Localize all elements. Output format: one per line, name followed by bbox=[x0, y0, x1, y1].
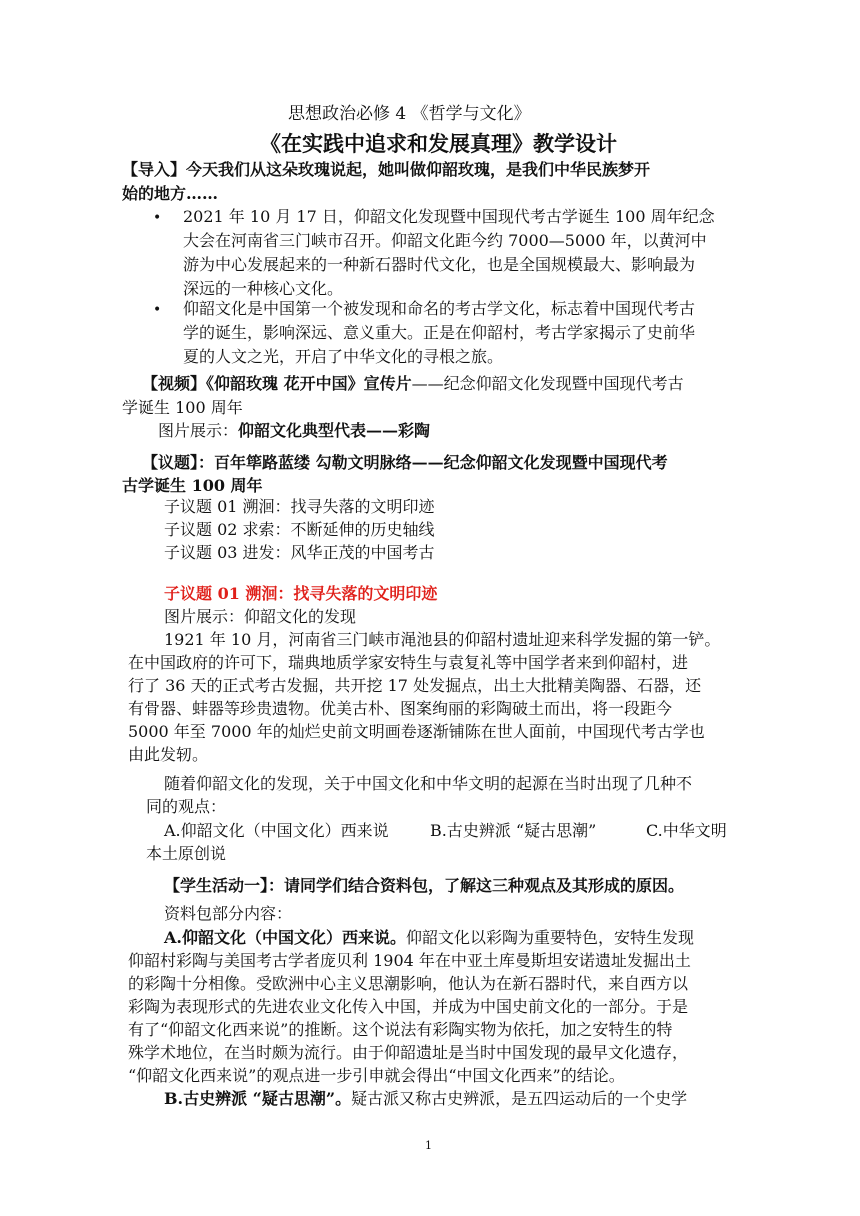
sub-topic-item: 子议题 02 求索：不断延伸的历史轴线 bbox=[164, 520, 435, 539]
intro-line-2: 始的地方…… bbox=[122, 184, 219, 203]
views-intro-line: 同的观点： bbox=[146, 797, 227, 816]
para-line: 由此发轫。 bbox=[128, 745, 209, 764]
pic-text: 仰韶文化典型代表——彩陶 bbox=[238, 421, 431, 440]
material-a-line: 仰韶村彩陶与美国考古学者庞贝利 1904 年在中亚土库曼斯坦安诺遗址发掘出土 bbox=[128, 951, 691, 970]
material-b-title: B.古史辨派 “疑古思潮”。 bbox=[164, 1089, 352, 1108]
view-c-cont: 本土原创说 bbox=[146, 844, 227, 863]
material-b-line-1 bbox=[164, 1088, 687, 1110]
view-c: C.中华文明 bbox=[646, 821, 727, 840]
material-a-line: 殊学术地位，在当时颇为流行。由于仰韶遗址是当时中国发现的最早文化遗存， bbox=[128, 1043, 689, 1062]
view-a: A.仰韶文化（中国文化）西来说 bbox=[164, 821, 389, 840]
view-b: B.古史辨派 “疑古思潮” bbox=[430, 821, 597, 840]
section-heading: 子议题 01 溯洄：找寻失落的文明印迹 bbox=[164, 584, 438, 603]
student-activity: 【学生活动一】：请同学们结合资料包，了解这三种观点及其形成的原因。 bbox=[164, 876, 685, 895]
material-a-text: 仰韶文化以彩陶为重要特色，安特生发现 bbox=[406, 928, 695, 947]
bullet2-line: 夏的人文之光，开启了中华文化的寻根之旅。 bbox=[183, 347, 504, 366]
material-a-line: 有了“仰韶文化西来说”的推断。这个说法有彩陶实物为依托，加之安特生的特 bbox=[128, 1020, 673, 1039]
video-line-2: 学诞生 100 周年 bbox=[122, 398, 243, 417]
pic-line-1 bbox=[158, 420, 430, 442]
sub-topic-item: 子议题 03 进发：风华正茂的中国考古 bbox=[164, 543, 435, 562]
material-a-line: “仰韶文化西来说”的观点进一步引申就会得出“中国文化西来”的结论。 bbox=[128, 1066, 625, 1085]
bullet-icon: • bbox=[153, 210, 162, 226]
bullet1-line: 2021 年 10 月 17 日，仰韶文化发现暨中国现代考古学诞生 100 周年纪念 bbox=[183, 207, 715, 226]
views-intro-line: 随着仰韶文化的发现，关于中国文化和中华文明的起源在当时出现了几种不 bbox=[164, 774, 693, 793]
video-text: ——纪念仰韶文化发现暨中国现代考古 bbox=[411, 374, 684, 393]
section-pic-caption: 图片展示：仰韶文化的发现 bbox=[164, 607, 357, 626]
sub-topic-item: 子议题 01 溯洄：找寻失落的文明印迹 bbox=[164, 497, 435, 516]
para-line: 在中国政府的许可下，瑞典地质学家安特生与袁复礼等中国学者来到仰韶村，进 bbox=[128, 653, 689, 672]
pic-label: 图片展示： bbox=[158, 421, 239, 440]
material-a-title: A.仰韶文化（中国文化）西来说。 bbox=[164, 928, 406, 947]
intro-label: 【导入】 bbox=[122, 160, 187, 179]
material-a-line: 的彩陶十分相像。受欧洲中心主义思潮影响，他认为在新石器时代，来自西方以 bbox=[128, 974, 689, 993]
intro-text: 今天我们从这朵玫瑰说起，她叫做仰韶玫瑰，是我们中华民族梦开 bbox=[186, 160, 651, 179]
topic-line-1: 【议题】：百年筚路蓝缕 勾勒文明脉络——纪念仰韶文化发现暨中国现代考 bbox=[142, 453, 668, 472]
bullet-icon: • bbox=[153, 302, 162, 318]
material-a-line-1 bbox=[164, 927, 694, 949]
topic-line-2: 古学诞生 100 周年 bbox=[122, 476, 263, 495]
video-line-1 bbox=[142, 373, 684, 395]
materials-label: 资料包部分内容： bbox=[164, 904, 293, 923]
bullet1-line: 深远的一种核心文化。 bbox=[183, 279, 344, 298]
para-line: 5000 年至 7000 年的灿烂史前文明画卷逐渐铺陈在世人面前，中国现代考古学也 bbox=[128, 722, 705, 741]
bullet2-line: 仰韶文化是中国第一个被发现和命名的考古学文化，标志着中国现代考古 bbox=[183, 299, 696, 318]
bullet1-line: 大会在河南省三门峡市召开。仰韶文化距今约 7000—5000 年，以黄河中 bbox=[183, 231, 707, 250]
course-header: 思想政治必修 4 《哲学与文化》 bbox=[288, 104, 531, 124]
page-title: 《在实践中追求和发展真理》教学设计 bbox=[260, 131, 617, 156]
material-a-line: 彩陶为表现形式的先进农业文化传入中国，并成为中国史前文化的一部分。于是 bbox=[128, 997, 689, 1016]
intro-line-1 bbox=[122, 159, 650, 181]
bullet1-line: 游为中心发展起来的一种新石器时代文化，也是全国规模最大、影响最为 bbox=[183, 255, 696, 274]
para-line: 行了 36 天的正式考古发掘，共开挖 17 处发掘点，出土大批精美陶器、石器，还 bbox=[128, 676, 702, 695]
para-line: 有骨器、蚌器等珍贵遗物。优美古朴、图案绚丽的彩陶破土而出，将一段距今 bbox=[128, 699, 673, 718]
bullet2-line: 学的诞生，影响深远、意义重大。正是在仰韶村，考古学家揭示了史前华 bbox=[183, 323, 696, 342]
material-b-text: 疑古派又称古史辨派，是五四运动后的一个史学 bbox=[351, 1089, 688, 1108]
video-label: 【视频】《仰韶玫瑰 花开中国》宣传片 bbox=[142, 374, 412, 393]
page-number: 1 bbox=[425, 1139, 432, 1152]
para-line: 1921 年 10 月，河南省三门峡市渑池县的仰韶村遗址迎来科学发掘的第一铲。 bbox=[164, 630, 721, 649]
